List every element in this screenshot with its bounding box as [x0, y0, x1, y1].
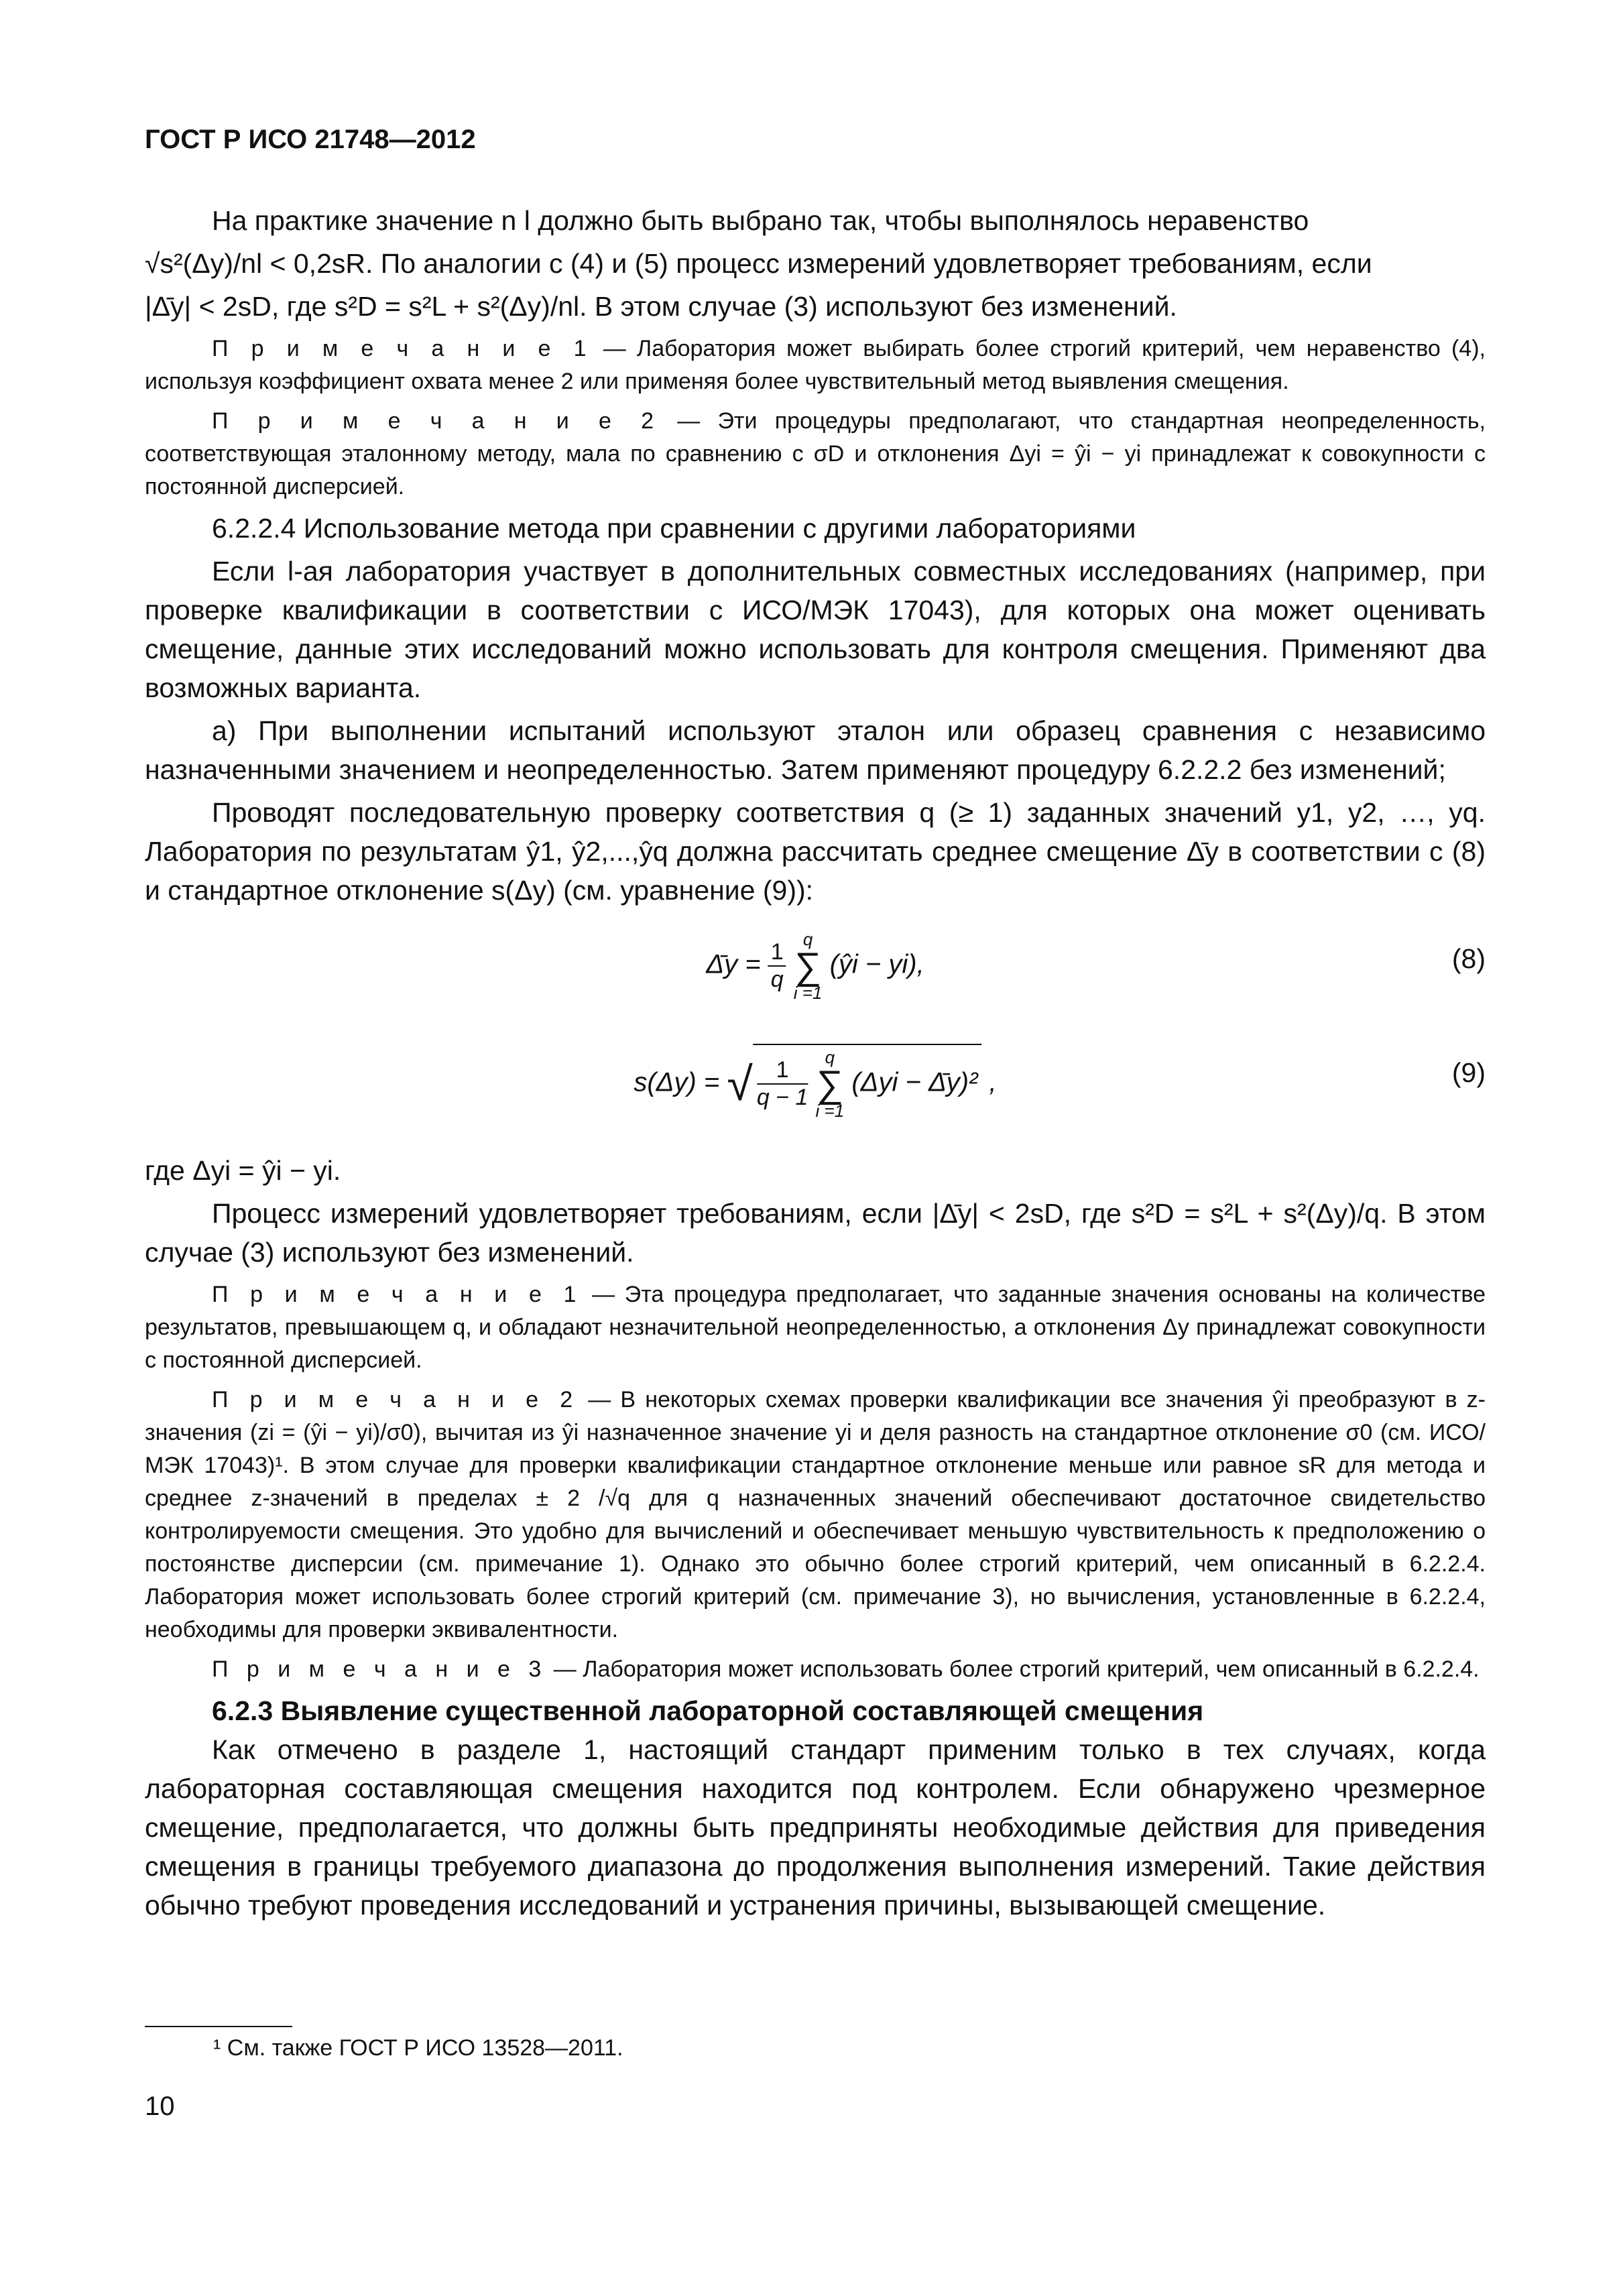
note-4 — [145, 1384, 1486, 1646]
paragraph-practice: На практике значение n l должно быть выбрано так, чтобы выполнялось неравенство — [212, 205, 1309, 236]
note-1 — [145, 333, 1486, 398]
note-label: П р и м е ч а н и е 1 — [212, 1282, 583, 1307]
sqrt-symbol: √ — [727, 1058, 753, 1110]
sum-lower-limit: i =1 — [815, 1101, 845, 1121]
note-2 — [145, 405, 1486, 503]
note-text: — В некоторых схемах проверки квалификации все значения ŷi преобразуют в z-значения (zi = (ŷi − yi)/σ0), вычитая из ŷi назначенное значение yi и деля разность на стандартное отклонение σ0 (см. ИСО/МЭК 17043)¹. В этом случае для проверки квалификации стандартное отклонение меньше или равное sR для метода и среднее z-значений в пределах ± 2 /√q для q назначенных значений обеспечивают достаточное свидетельство контролируемости смещения. Это удобно для вычислений и обеспечивает меньшую чувствительность к предположению о постоянстве дисперсии (см. примечание 1). Однако это обычно более строгий критерий, чем описанный в 6.2.2.4. Лаборатория может использовать более строгий критерий (см. примечание 3), но вычисления, установленные в 6.2.2.4, необходимы для проверки эквивалентности. — [145, 1387, 1486, 1642]
fraction-numerator: 1 — [768, 939, 786, 967]
note-text: — Эти процедуры предполагают, что стандартная неопределенность, соответствующая эталонному методу, мала по сравнению с σD и отклонения Δyi = ŷi − yi принадлежат к совокупности с постоянной дисперсией. — [145, 408, 1486, 499]
formula-9-radicand — [753, 1044, 982, 1120]
sum-lower-limit: i =1 — [793, 983, 823, 1003]
fraction-denominator: q − 1 — [756, 1085, 808, 1110]
paragraph-lab-bias: Как отмечено в разделе 1, настоящий стандарт применим только в тех случаях, когда лабораторная составляющая смещения находится под контролем. Если обнаружено чрезмерное смещение, предполагается, что должны быть предприняты необходимые действия для приведения смещения в границы требуемого диапазона до продолжения выполнения измерений. Такие действия обычно требуют проведения исследований и устранения причины, вызывающей смещение. — [145, 1734, 1486, 1921]
formula-8-sum — [794, 930, 823, 1002]
note-label: П р и м е ч а н и е 1 — [212, 336, 593, 361]
section-6-2-2-4-heading: 6.2.2.4 Использование метода при сравнении с другими лабораториями — [212, 513, 1136, 544]
paragraph-other-labs: Если l-ая лаборатория участвует в дополнительных совместных исследованиях (например, при проверке квалификации в соответствии с ИСО/МЭК 17043), для которых она может оценивать смещение, данные этих исследований можно использовать для контроля смещения. Применяют два возможных варианта. — [145, 556, 1486, 703]
formula-8-body: (ŷi − yi), — [829, 949, 924, 979]
fraction-numerator: 1 — [757, 1057, 808, 1085]
footnote-divider — [145, 2026, 292, 2027]
formula-9-expression — [634, 1044, 996, 1120]
note-text: — Лаборатория может выбирать более строгий критерий, чем неравенство (4), используя коэффициент охвата менее 2 или применяя более чувствительный метод выявления смещения. — [145, 336, 1486, 394]
paragraph-option-a: а) При выполнении испытаний используют эталон или образец сравнения с независимо назначенными значением и неопределенностью. Затем применяют процедуру 6.2.2.2 без изменений; — [145, 715, 1486, 785]
note-text: — Лаборатория может использовать более строгий критерий, чем описанный в 6.2.2.4. — [547, 1656, 1480, 1682]
formula-8-lhs: Δ̄y = — [706, 949, 761, 979]
section-6-2-3-heading: 6.2.3 Выявление существенной лабораторной составляющей смещения — [212, 1695, 1204, 1726]
sigma-symbol: ∑ — [794, 945, 822, 987]
footnote: ¹ См. также ГОСТ Р ИСО 13528—2011. — [213, 2035, 623, 2061]
paragraph-where: где Δyi = ŷi − yi. — [145, 1155, 341, 1186]
note-3 — [145, 1278, 1486, 1377]
fraction-denominator: q — [770, 967, 784, 992]
formula-8-fraction — [768, 939, 786, 993]
page-number: 10 — [145, 2092, 175, 2121]
paragraph-inequality: √s²(Δy)/nl < 0,2sR. По аналогии с (4) и (5) процесс измерений удовлетворяет требованиям, если — [145, 248, 1372, 279]
formula-9-tail: , — [989, 1067, 997, 1097]
note-label: П р и м е ч а н и е 3 — [212, 1656, 548, 1682]
sum-upper-limit: q — [802, 929, 813, 949]
note-5 — [145, 1653, 1486, 1686]
formula-9-number: (9) — [1451, 1057, 1486, 1088]
formula-9-fraction — [757, 1057, 808, 1111]
sigma-symbol: ∑ — [816, 1063, 843, 1105]
formula-8-expression — [706, 930, 924, 1002]
formula-8-number: (8) — [1451, 943, 1486, 974]
paragraph-condition: |Δ̄y| < 2sD, где s²D = s²L + s²(Δy)/nl. В этом случае (3) используют без изменений. — [145, 291, 1177, 322]
paragraph-process-requirement: Процесс измерений удовлетворяет требованиям, если |Δ̄y| < 2sD, где s²D = s²L + s²(Δy)/q. В этом случае (3) используют без изменений. — [145, 1198, 1486, 1268]
note-text: — Эта процедура предполагает, что заданные значения основаны на количестве результатов, превышающем q, и обладают незначительной неопределенностью, а отклонения Δy принадлежат совокупности с постоянной дисперсией. — [145, 1282, 1486, 1373]
paragraph-sequential-check: Проводят последовательную проверку соответствия q (≥ 1) заданных значений y1, y2, …, yq. Лаборатория по результатам ŷ1, ŷ2,...,ŷq должна рассчитать среднее смещение Δ̄y в соответствии с (8) и стандартное отклонение s(Δy) (см. уравнение (9)): — [145, 797, 1486, 906]
sum-upper-limit: q — [825, 1047, 835, 1067]
formula-9-lhs: s(Δy) = — [634, 1067, 720, 1097]
formula-9-sum — [816, 1048, 845, 1120]
page-body — [145, 201, 1486, 1929]
note-label: П р и м е ч а н и е 2 — [212, 1387, 579, 1412]
formula-8 — [145, 923, 1486, 1024]
note-label: П р и м е ч а н и е 2 — [212, 408, 660, 434]
page-header: ГОСТ Р ИСО 21748—2012 — [145, 125, 476, 154]
formula-9-body: (Δyi − Δ̄y)² — [851, 1067, 978, 1097]
formula-9 — [145, 1037, 1486, 1138]
